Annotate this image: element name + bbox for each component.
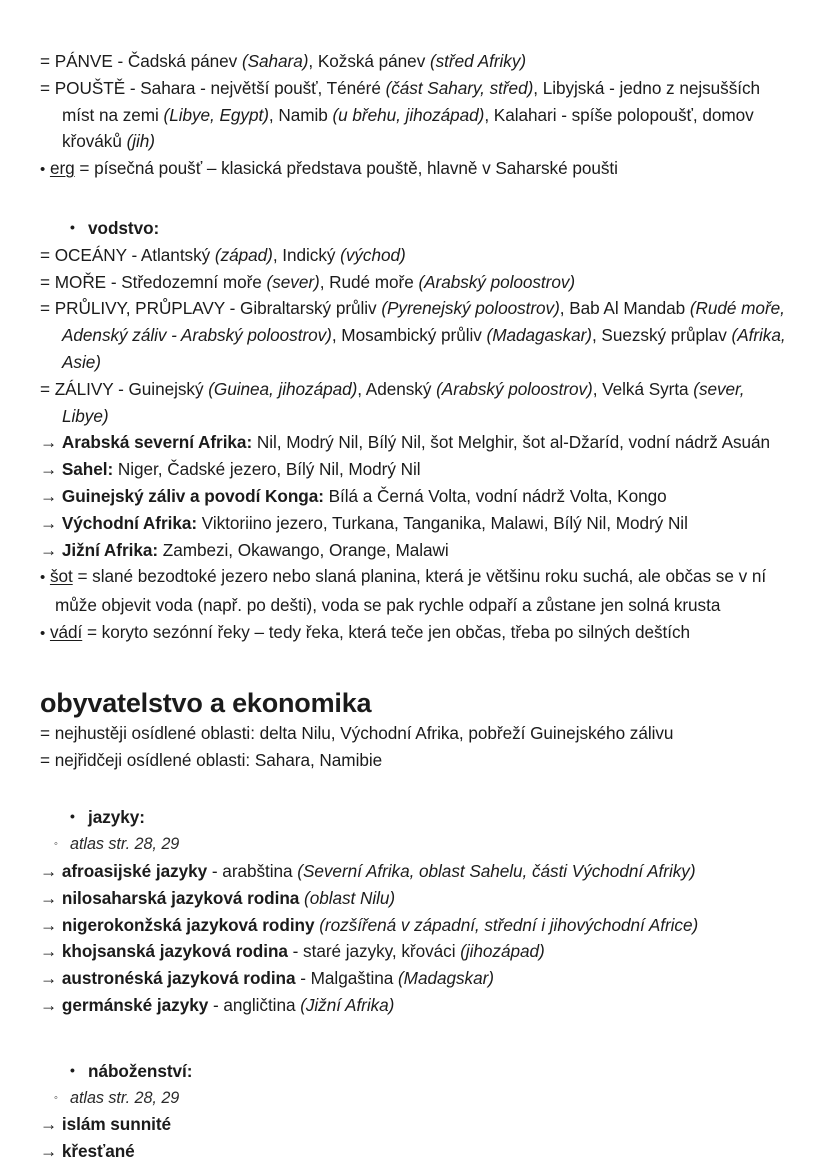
relief-pouste-i2: (Libye, Egypt)	[163, 104, 269, 125]
vodstvo-prulivy-i3: (Madagaskar)	[486, 325, 592, 346]
vodstvo-more-line	[40, 269, 786, 296]
bullet-dot-icon: •	[70, 808, 75, 825]
term-vadi-definition: = koryto sezónní řeky – tedy řeka, která teče jen občas, třeba po silných deštích	[82, 621, 691, 642]
vodstvo-oceany-p1: - Atlantský	[126, 244, 215, 265]
vodstvo-zalivy-i2: (Arabský poloostrov)	[436, 378, 593, 399]
language-family-name: khojsanská jazyková rodina	[61, 941, 288, 962]
spacer	[40, 648, 786, 686]
religion-name: křesťané	[61, 1141, 135, 1162]
relief-erg-line	[40, 155, 786, 184]
language-family-row	[40, 965, 786, 992]
spacer	[40, 1019, 786, 1057]
vodstvo-oceany-label: OCEÁNY	[54, 244, 127, 265]
arrow-right-icon: →	[40, 968, 58, 989]
relief-pouste-i3: (u břehu, jihozápad)	[332, 104, 485, 125]
relief-pouste-line	[40, 75, 786, 155]
vodstvo-more-p2: , Rudé moře	[319, 271, 419, 292]
language-family-row	[40, 912, 786, 939]
vodstvo-zalivy-p3: , Velká Syrta	[592, 378, 694, 399]
jazyky-section	[40, 803, 786, 1018]
relief-pouste-p3: , Namib	[268, 104, 333, 125]
relief-section	[40, 48, 786, 184]
vodstvo-prulivy-i4: (Afrika, Asie)	[62, 325, 786, 372]
arrow-right-icon: →	[40, 887, 58, 908]
relief-pouste-p4: , Kalahari - spíše polopoušť, domov křováků	[62, 104, 754, 152]
religion-row	[40, 1138, 786, 1165]
language-family-name: nigerokonžská jazyková rodiny	[61, 914, 315, 935]
vodstvo-zalivy-i3: (sever, Libye)	[62, 378, 745, 426]
religion-name: islám sunnité	[61, 1114, 172, 1135]
language-family-note: (Severní Afrika, oblast Sahelu, části Východní Afriky)	[297, 860, 696, 881]
language-family-row	[40, 885, 786, 912]
vodstvo-prulivy-p4: , Suezský průplav	[591, 325, 732, 346]
arrow-right-icon: →	[40, 994, 58, 1015]
hollow-bullet-icon: ◦	[54, 838, 58, 851]
region-row	[40, 429, 786, 456]
bullet-dot-icon: •	[40, 624, 46, 642]
language-family-row	[40, 992, 786, 1019]
region-name: Sahel:	[61, 459, 114, 480]
vodstvo-oceany-i1: (západ)	[214, 244, 273, 265]
language-family-note: (Jižní Afrika)	[300, 994, 395, 1015]
vodstvo-more-i2: (Arabský poloostrov)	[418, 271, 576, 292]
language-family-note: (oblast Nilu)	[304, 887, 396, 908]
language-family-note: (rozšířená v západní, střední i jihovýchodní Africe)	[319, 914, 699, 935]
term-erg: erg	[49, 158, 75, 179]
region-name: Východní Afrika:	[61, 512, 198, 533]
region-name: Jižní Afrika:	[61, 539, 159, 560]
term-sot: šot	[49, 566, 73, 587]
equals-marker: =	[40, 244, 50, 265]
relief-panve-note2: (střed Afriky)	[429, 51, 527, 71]
language-family-row	[40, 858, 786, 885]
region-name: Arabská severní Afrika:	[61, 432, 253, 453]
obyvatelstvo-nejridceji: = nejřidčeji osídlené oblasti: Sahara, Namibie	[40, 749, 383, 770]
language-family-row	[40, 938, 786, 965]
arrow-right-icon: →	[40, 539, 58, 560]
term-vadi-line	[40, 619, 786, 648]
relief-pouste-dash: -	[129, 77, 136, 98]
relief-panve-dash: -	[117, 51, 124, 71]
arrow-right-icon: →	[40, 1114, 58, 1135]
term-sot-line	[40, 563, 786, 619]
region-items: Zambezi, Okawango, Orange, Malawi	[158, 539, 449, 560]
equals-marker: =	[40, 298, 50, 319]
language-family-note: (Madagskar)	[398, 968, 494, 989]
vodstvo-heading	[40, 214, 786, 242]
jazyky-heading	[40, 803, 786, 831]
equals-marker: =	[40, 271, 50, 292]
spacer	[40, 773, 786, 803]
obyvatelstvo-nejhusteji: = nejhustěji osídlené oblasti: delta Nilu, Východní Afrika, pobřeží Guinejského zálivu	[40, 722, 674, 743]
relief-panve-item2: , Kožská pánev	[308, 51, 430, 71]
vodstvo-oceany-p2: , Indický	[272, 244, 341, 265]
vodstvo-more-p1: - Středozemní moře	[106, 271, 267, 292]
vodstvo-prulivy-line	[40, 295, 786, 375]
arrow-right-icon: →	[40, 1141, 58, 1162]
equals-marker: =	[40, 378, 50, 399]
region-row	[40, 483, 786, 510]
relief-pouste-label: POUŠTĚ	[54, 77, 126, 98]
region-row	[40, 510, 786, 537]
arrow-right-icon: →	[40, 512, 58, 533]
equals-marker: =	[40, 51, 50, 71]
region-row	[40, 456, 786, 483]
obyvatelstvo-section	[40, 686, 786, 774]
bullet-dot-icon: •	[70, 218, 75, 235]
spacer	[40, 184, 786, 214]
nabozenstvi-heading	[40, 1057, 786, 1085]
relief-pouste-p2: , Libyjská - jedno z nejsušších míst na zemi	[62, 77, 761, 125]
vodstvo-prulivy-label: PRŮLIVY, PRŮPLAVY	[54, 298, 225, 319]
vodstvo-prulivy-p1: - Gibraltarský průliv	[224, 298, 382, 319]
relief-panve-item1: Čadská pánev	[127, 51, 238, 71]
language-family-rest: - angličtina	[208, 994, 301, 1015]
vodstvo-section	[40, 214, 786, 648]
region-items: Viktoriino jezero, Turkana, Tanganika, Malawi, Bílý Nil, Modrý Nil	[197, 512, 688, 533]
arrow-right-icon: →	[40, 941, 58, 962]
region-row	[40, 537, 786, 564]
bullet-dot-icon: •	[70, 1061, 75, 1078]
jazyky-atlas-ref	[40, 831, 786, 858]
vodstvo-oceany-line	[40, 242, 786, 269]
language-family-name: afroasijské jazyky	[61, 860, 212, 881]
relief-pouste-i1: (část Sahary, střed)	[385, 77, 534, 98]
vodstvo-zalivy-line	[40, 376, 786, 430]
vodstvo-prulivy-p2: , Bab Al Mandab	[559, 298, 690, 319]
region-items: Nil, Modrý Nil, Bílý Nil, šot Melghir, šot al-Džaríd, vodní nádrž Asuán	[252, 432, 771, 453]
vodstvo-prulivy-i2: (Rudé moře, Adenský záliv - Arabský poloostrov)	[62, 298, 785, 346]
relief-erg-definition: = písečná poušť – klasická představa pouště, hlavně v Saharské poušti	[74, 158, 618, 179]
hollow-bullet-icon: ◦	[54, 1091, 58, 1104]
vodstvo-heading-label: vodstvo:	[88, 217, 160, 238]
nabozenstvi-section	[40, 1057, 786, 1165]
vodstvo-prulivy-p3: , Mosambický průliv	[331, 325, 487, 346]
vodstvo-more-label: MOŘE	[54, 271, 107, 292]
region-name: Guinejský záliv a povodí Konga:	[61, 485, 324, 506]
arrow-right-icon: →	[40, 459, 58, 480]
religion-row	[40, 1111, 786, 1138]
region-items: Bílá a Černá Volta, vodní nádrž Volta, Kongo	[323, 485, 667, 506]
relief-panve-line	[40, 48, 786, 75]
equals-marker: =	[40, 77, 50, 98]
page-title: obyvatelstvo a ekonomika	[40, 687, 372, 718]
bullet-dot-icon: •	[40, 161, 46, 179]
relief-panve-note1: (Sahara)	[241, 51, 309, 71]
nabozenstvi-atlas-ref	[40, 1085, 786, 1112]
arrow-right-icon: →	[40, 432, 58, 453]
language-family-name: austronéská jazyková rodina	[61, 968, 296, 989]
vodstvo-oceany-i2: (východ)	[340, 244, 406, 265]
language-family-name: nilosaharská jazyková rodina	[61, 887, 300, 908]
term-sot-definition: = slané bezodtoké jezero nebo slaná planina, která je většinu roku suchá, ale občas se v ní může objevit voda (např. po dešti), voda se pak rychle odpaří a zůstane jen solná krusta	[55, 566, 767, 616]
bullet-dot-icon: •	[40, 569, 46, 587]
arrow-right-icon: →	[40, 860, 58, 881]
arrow-right-icon: →	[40, 914, 58, 935]
vodstvo-zalivy-p2: , Adenský	[357, 378, 437, 399]
language-family-rest: - Malgaština	[295, 968, 398, 989]
vodstvo-prulivy-i1: (Pyrenejský poloostrov)	[381, 298, 560, 319]
vodstvo-zalivy-p1: - Guinejský	[113, 378, 209, 399]
vodstvo-zalivy-label: ZÁLIVY	[54, 378, 114, 399]
relief-pouste-i4: (jih)	[126, 131, 155, 152]
jazyky-heading-label: jazyky:	[88, 807, 145, 828]
vodstvo-more-i1: (sever)	[266, 271, 320, 292]
language-family-note: (jihozápad)	[460, 941, 545, 962]
vodstvo-zalivy-i1: (Guinea, jihozápad)	[208, 378, 358, 399]
language-family-name: germánské jazyky	[61, 994, 209, 1015]
nabozenstvi-heading-label: náboženství:	[88, 1060, 193, 1081]
relief-pouste-p1: Sahara - největší poušť, Ténéré	[140, 77, 386, 98]
nabozenstvi-atlas-text: atlas str. 28, 29	[70, 1088, 180, 1107]
jazyky-atlas-text: atlas str. 28, 29	[70, 835, 180, 854]
region-items: Niger, Čadské jezero, Bílý Nil, Modrý Nil	[113, 459, 421, 480]
relief-panve-label: PÁNVE	[54, 51, 113, 71]
term-vadi: vádí	[49, 621, 83, 642]
language-family-rest: - arabština	[211, 860, 298, 881]
arrow-right-icon: →	[40, 485, 58, 506]
language-family-rest: - staré jazyky, křováci	[287, 941, 461, 962]
